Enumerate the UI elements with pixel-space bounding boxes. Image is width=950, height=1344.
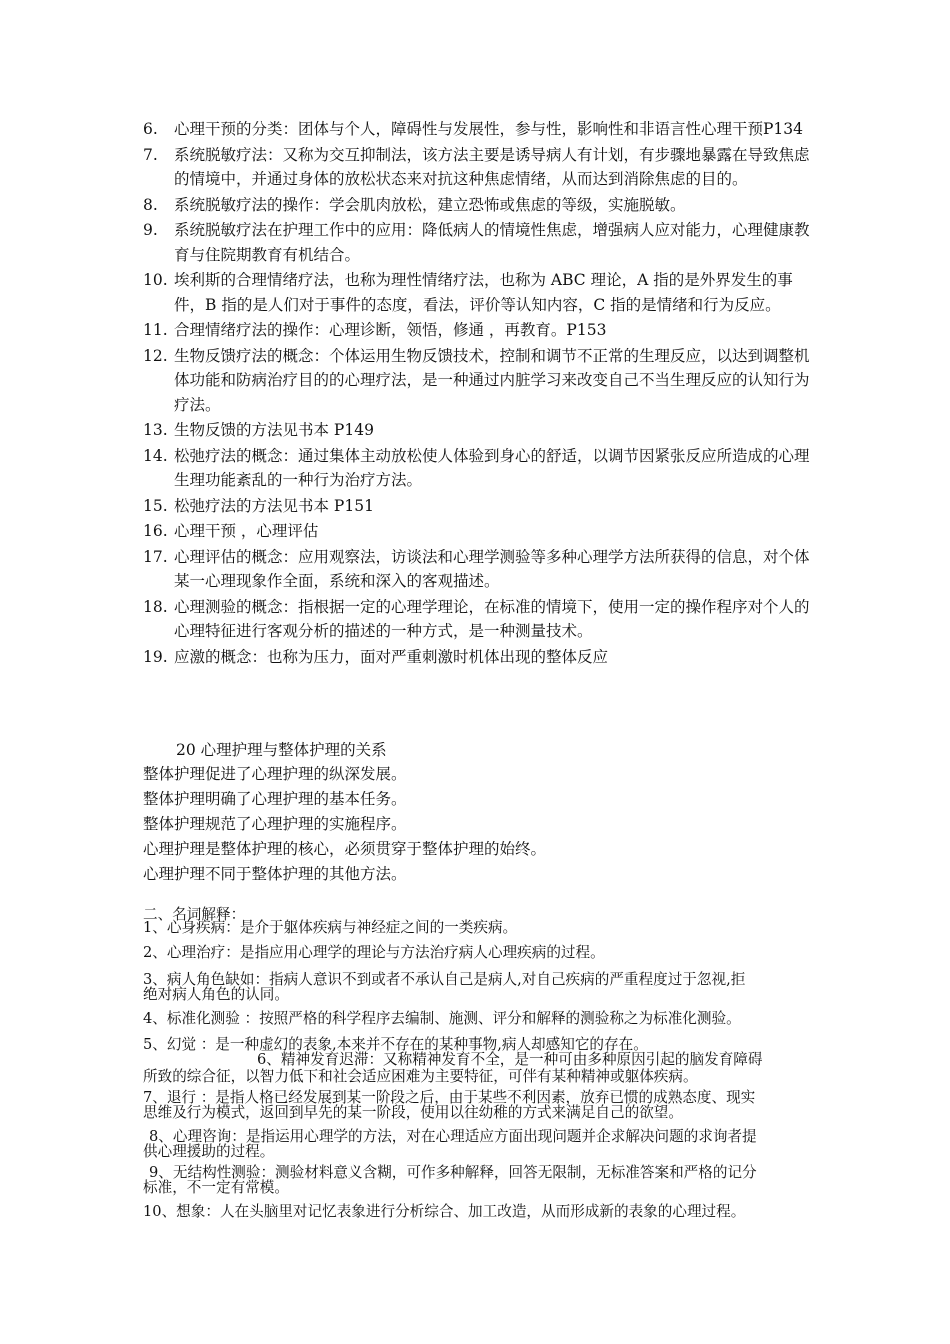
item-text: 心理评估的概念：应用观察法，访谈法和心理学测验等多种心理学方法所获得的信息，对个体某一心理现象作全面，系统和深入的客观描述。 <box>174 547 810 590</box>
item-number: 19. <box>143 647 168 666</box>
glossary-line: 7、退行 ：是指人格已经发展到某一阶段之后，由于某些不利因素，放弃已惯的成熟态度、现实 <box>143 1089 756 1106</box>
item-number: 10. <box>143 271 168 289</box>
list-item <box>143 545 813 594</box>
item-number: 17. <box>143 547 168 566</box>
item-text: 合理情绪疗法的操作：心理诊断，领悟，修通 ，再教育。P153 <box>174 321 607 339</box>
numbered-list <box>143 117 813 670</box>
glossary-line: 思维及行为模式，返回到早先的某一阶段，使用以往幼稚的方式来满足自己的欲望。 <box>143 1104 683 1121</box>
list-item <box>143 193 813 218</box>
item-number: 7. <box>143 145 158 164</box>
list-item <box>143 645 813 670</box>
list-item <box>143 318 813 343</box>
glossary-line: 4、标准化测验 ：按照严格的科学程序去编制、施测、评分和解释的测验称之为标准化测验。 <box>143 1010 741 1027</box>
paragraph: 整体护理促进了心理护理的纵深发展。 <box>143 765 407 783</box>
list-item <box>143 344 813 418</box>
item-number: 13. <box>143 421 168 439</box>
glossary-line: 供心理援助的过程。 <box>143 1143 275 1160</box>
glossary-line: 10、想象：人在头脑里对记忆表象进行分析综合、加工改造，从而形成新的表象的心理过程。 <box>143 1203 746 1220</box>
glossary-line: 8、心理咨询：是指运用心理学的方法，对在心理适应方面出现问题并企求解决问题的求询者提 <box>149 1128 757 1145</box>
glossary-line: 1、心身疾病：是介于躯体疾病与神经症之间的一类疾病。 <box>143 919 518 936</box>
item-text: 心理干预 ，心理评估 <box>174 522 319 540</box>
item-number: 11. <box>143 321 168 339</box>
item-text: 生物反馈疗法的概念：个体运用生物反馈技术，控制和调节不正常的生理反应，以达到调整机体功能和防病治疗目的的心理疗法，是一种通过内脏学习来改变自己不当生理反应的认知行为疗法。 <box>174 346 810 414</box>
item-text: 生物反馈的方法见书本 P149 <box>174 421 374 439</box>
paragraph: 整体护理明确了心理护理的基本任务。 <box>143 790 407 809</box>
list-item <box>143 143 813 192</box>
paragraph: 心理护理不同于整体护理的其他方法。 <box>143 865 407 884</box>
item-number: 8. <box>143 195 158 214</box>
item-number: 9. <box>143 221 158 239</box>
list-item <box>143 444 813 493</box>
list-item <box>143 595 813 644</box>
list-item <box>143 218 813 267</box>
item-text: 心理干预的分类：团体与个人，障碍性与发展性，参与性，影响性和非语言性心理干预P134 <box>174 120 804 138</box>
section-20-heading: 20 心理护理与整体护理的关系 <box>176 741 387 759</box>
list-item <box>143 418 813 443</box>
glossary-line: 3、病人角色缺如：指病人意识不到或者不承认自己是病人,对自己疾病的严重程度过于忽视,拒 <box>143 971 746 988</box>
item-number: 12. <box>143 346 168 365</box>
item-number: 15. <box>143 496 168 515</box>
glossary-line: 5、幻觉 ：是一种虚幻的表象,本来并不存在的某种事物,病人却感知它的存在。 <box>143 1036 648 1053</box>
glossary-line: 2、心理治疗：是指应用心理学的理论与方法治疗病人心理疾病的过程。 <box>143 944 605 961</box>
item-number: 16. <box>143 522 168 540</box>
item-text: 心理测验的概念：指根据一定的心理学理论，在标准的情境下，使用一定的操作程序对个人的心理特征进行客观分析的描述的一种方式，是一种测量技术。 <box>174 597 810 640</box>
glossary-line: 9、无结构性测验：测验材料意义含糊，可作多种解释，回答无限制，无标准答案和严格的记分 <box>149 1164 757 1181</box>
glossary-line: 标准，不一定有常模。 <box>143 1179 289 1196</box>
paragraph: 心理护理是整体护理的核心，必须贯穿于整体护理的始终。 <box>143 840 547 859</box>
list-item <box>143 494 813 519</box>
section-20-paragraphs <box>143 762 813 887</box>
item-text: 系统脱敏疗法的操作：学会肌肉放松，建立恐怖或焦虑的等级，实施脱敏。 <box>174 195 686 214</box>
item-text: 系统脱敏疗法在护理工作中的应用：降低病人的情境性焦虑，增强病人应对能力，心理健康教育与住院期教育有机结合。 <box>174 221 810 264</box>
glossary-line: 绝对病人角色的认同。 <box>143 986 289 1003</box>
item-text: 松弛疗法的概念：通过集体主动放松使人体验到身心的舒适，以调节因紧张反应所造成的心理生理功能紊乱的一种行为治疗方法。 <box>174 446 810 489</box>
glossary-line: 所致的综合征，以智力低下和社会适应困难为主要特征，可伴有某种精神或躯体疾病。 <box>143 1068 698 1085</box>
list-item <box>143 519 813 544</box>
item-number: 14. <box>143 446 168 465</box>
item-text: 松弛疗法的方法见书本 P151 <box>174 496 374 515</box>
item-text: 埃利斯的合理情绪疗法，也称为理性情绪疗法，也称为 ABC 理论，A 指的是外界发生的事件，B 指的是人们对于事件的态度，看法，评价等认知内容，C 指的是情绪和行为反应。 <box>174 271 793 314</box>
paragraph: 整体护理规范了心理护理的实施程序。 <box>143 815 407 834</box>
list-item <box>143 117 813 142</box>
item-number: 6. <box>143 120 158 138</box>
glossary-heading: 二、名词解释： <box>143 906 246 923</box>
item-number: 18. <box>143 597 168 616</box>
item-text: 系统脱敏疗法：又称为交互抑制法，该方法主要是诱导病人有计划，有步骤地暴露在导致焦虑的情境中，并通过身体的放松状态来对抗这种焦虑情绪，从而达到消除焦虑的目的。 <box>174 145 810 188</box>
list-item <box>143 268 813 317</box>
item-text: 应激的概念：也称为压力，面对严重刺激时机体出现的整体反应 <box>174 647 609 666</box>
glossary-line: 6、精神发育迟滞：又称精神发育不全，是一种可由多种原因引起的脑发育障碍 <box>257 1051 763 1068</box>
